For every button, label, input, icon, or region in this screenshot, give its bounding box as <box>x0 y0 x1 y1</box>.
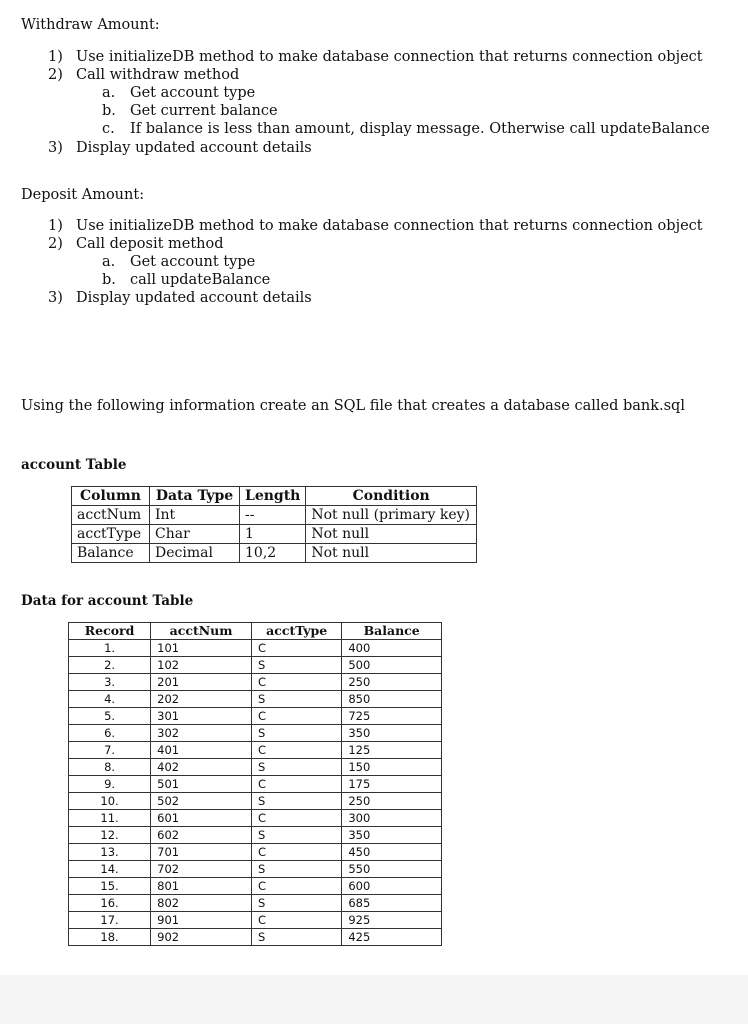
table-cell: 18. <box>69 929 151 946</box>
table-cell: C <box>252 810 342 827</box>
table-cell: 10. <box>69 793 151 810</box>
table-cell: C <box>252 640 342 657</box>
header-cell: Balance <box>342 623 442 640</box>
deposit-step-2-num: 2) <box>48 236 63 252</box>
table-header-row <box>72 487 477 506</box>
table-cell: S <box>252 929 342 946</box>
table-cell: 125 <box>342 742 442 759</box>
withdraw-heading: Withdraw Amount: <box>21 17 160 33</box>
data-table <box>68 622 442 946</box>
table-cell: 801 <box>151 878 252 895</box>
table-row <box>69 640 442 657</box>
deposit-heading: Deposit Amount: <box>21 187 145 203</box>
table-cell: 550 <box>342 861 442 878</box>
table-cell: Balance <box>72 544 150 563</box>
table-cell: 6. <box>69 725 151 742</box>
table-cell: 602 <box>151 827 252 844</box>
table-row <box>72 525 477 544</box>
table-cell: acctNum <box>72 506 150 525</box>
table-cell: 2. <box>69 657 151 674</box>
table-cell: 1. <box>69 640 151 657</box>
header-cell: Record <box>69 623 151 640</box>
table-cell: 600 <box>342 878 442 895</box>
sql-instruction: Using the following information create an SQL file that creates a database called bank.sql <box>21 398 685 414</box>
table-cell: C <box>252 674 342 691</box>
table-cell: 502 <box>151 793 252 810</box>
table-cell: 17. <box>69 912 151 929</box>
table-cell: S <box>252 657 342 674</box>
table-row <box>69 895 442 912</box>
table-cell: 601 <box>151 810 252 827</box>
table-cell: S <box>252 691 342 708</box>
table-cell: 902 <box>151 929 252 946</box>
table-row <box>69 742 442 759</box>
table-cell: S <box>252 725 342 742</box>
table-cell: 14. <box>69 861 151 878</box>
table-cell: 425 <box>342 929 442 946</box>
withdraw-substep-b-letter: b. <box>102 103 116 119</box>
table-header-row <box>69 623 442 640</box>
withdraw-substep-a-letter: a. <box>102 85 116 101</box>
table-cell: 300 <box>342 810 442 827</box>
table-cell: -- <box>240 506 306 525</box>
table-cell: 350 <box>342 827 442 844</box>
table-row <box>69 708 442 725</box>
table-cell: 8. <box>69 759 151 776</box>
withdraw-substep-a-text: Get account type <box>130 85 256 101</box>
table-cell: 12. <box>69 827 151 844</box>
table-cell: acctType <box>72 525 150 544</box>
table-cell: 402 <box>151 759 252 776</box>
table-cell: S <box>252 895 342 912</box>
table-row <box>69 725 442 742</box>
deposit-step-1-text: Use initializeDB method to make database connection that returns connection object <box>76 218 703 234</box>
table-cell: Char <box>150 525 240 544</box>
table-cell: 701 <box>151 844 252 861</box>
table-cell: 5. <box>69 708 151 725</box>
table-row <box>72 506 477 525</box>
header-cell: Condition <box>306 487 477 506</box>
table-cell: 101 <box>151 640 252 657</box>
deposit-step-2-text: Call deposit method <box>76 236 224 252</box>
table-cell: 501 <box>151 776 252 793</box>
withdraw-step-2-text: Call withdraw method <box>76 67 240 83</box>
table-row <box>72 544 477 563</box>
table-row <box>69 878 442 895</box>
table-cell: 3. <box>69 674 151 691</box>
deposit-substep-a-letter: a. <box>102 254 116 270</box>
withdraw-step-3-text: Display updated account details <box>76 140 312 156</box>
table-cell: 10,2 <box>240 544 306 563</box>
withdraw-substep-c-text: If balance is less than amount, display message. Otherwise call updateBalance <box>130 121 710 137</box>
header-cell: Column <box>72 487 150 506</box>
table-row <box>69 912 442 929</box>
table-cell: S <box>252 759 342 776</box>
table-cell: 16. <box>69 895 151 912</box>
table-row <box>69 674 442 691</box>
table-cell: Not null (primary key) <box>306 506 477 525</box>
table-row <box>69 691 442 708</box>
table-row <box>69 827 442 844</box>
table-cell: 500 <box>342 657 442 674</box>
withdraw-substep-b-text: Get current balance <box>130 103 278 119</box>
table-cell: 450 <box>342 844 442 861</box>
table-cell: 250 <box>342 793 442 810</box>
table-cell: 102 <box>151 657 252 674</box>
table-cell: C <box>252 776 342 793</box>
table-cell: 925 <box>342 912 442 929</box>
table-cell: C <box>252 912 342 929</box>
deposit-substep-b-text: call updateBalance <box>130 272 271 288</box>
table-cell: C <box>252 708 342 725</box>
table-row <box>69 861 442 878</box>
header-cell: acctNum <box>151 623 252 640</box>
table-cell: 901 <box>151 912 252 929</box>
table-cell: 250 <box>342 674 442 691</box>
table-cell: C <box>252 844 342 861</box>
table-row <box>69 793 442 810</box>
withdraw-step-3-num: 3) <box>48 140 63 156</box>
table-cell: 13. <box>69 844 151 861</box>
deposit-substep-a-text: Get account type <box>130 254 256 270</box>
table-row <box>69 929 442 946</box>
deposit-step-3-text: Display updated account details <box>76 290 312 306</box>
page-bottom-margin <box>0 975 748 1024</box>
table-cell: Not null <box>306 525 477 544</box>
table-cell: 301 <box>151 708 252 725</box>
table-row <box>69 657 442 674</box>
table-cell: Not null <box>306 544 477 563</box>
deposit-substep-b-letter: b. <box>102 272 116 288</box>
withdraw-step-2-num: 2) <box>48 67 63 83</box>
table-cell: Decimal <box>150 544 240 563</box>
table-cell: S <box>252 861 342 878</box>
account-table <box>71 486 477 563</box>
table-cell: 850 <box>342 691 442 708</box>
table-cell: S <box>252 827 342 844</box>
data-table-title: Data for account Table <box>21 593 194 609</box>
deposit-step-3-num: 3) <box>48 290 63 306</box>
table-cell: 400 <box>342 640 442 657</box>
header-cell: Length <box>240 487 306 506</box>
table-cell: 802 <box>151 895 252 912</box>
table-cell: 201 <box>151 674 252 691</box>
table-cell: 4. <box>69 691 151 708</box>
header-cell: Data Type <box>150 487 240 506</box>
table-cell: 9. <box>69 776 151 793</box>
table-cell: 11. <box>69 810 151 827</box>
table-cell: 175 <box>342 776 442 793</box>
table-row <box>69 776 442 793</box>
table-cell: 150 <box>342 759 442 776</box>
table-cell: 202 <box>151 691 252 708</box>
table-row <box>69 759 442 776</box>
table-cell: 1 <box>240 525 306 544</box>
table-cell: 685 <box>342 895 442 912</box>
withdraw-step-1-text: Use initializeDB method to make database connection that returns connection object <box>76 49 703 65</box>
table-cell: 702 <box>151 861 252 878</box>
table-cell: 725 <box>342 708 442 725</box>
table-cell: S <box>252 793 342 810</box>
table-cell: 302 <box>151 725 252 742</box>
table-cell: 401 <box>151 742 252 759</box>
withdraw-step-1-num: 1) <box>48 49 63 65</box>
withdraw-substep-c-letter: c. <box>102 121 115 137</box>
header-cell: acctType <box>252 623 342 640</box>
table-cell: 7. <box>69 742 151 759</box>
table-cell: 15. <box>69 878 151 895</box>
table-cell: Int <box>150 506 240 525</box>
deposit-step-1-num: 1) <box>48 218 63 234</box>
table-cell: C <box>252 878 342 895</box>
table-cell: C <box>252 742 342 759</box>
table-row <box>69 844 442 861</box>
table-row <box>69 810 442 827</box>
account-table-title: account Table <box>21 457 127 473</box>
table-cell: 350 <box>342 725 442 742</box>
